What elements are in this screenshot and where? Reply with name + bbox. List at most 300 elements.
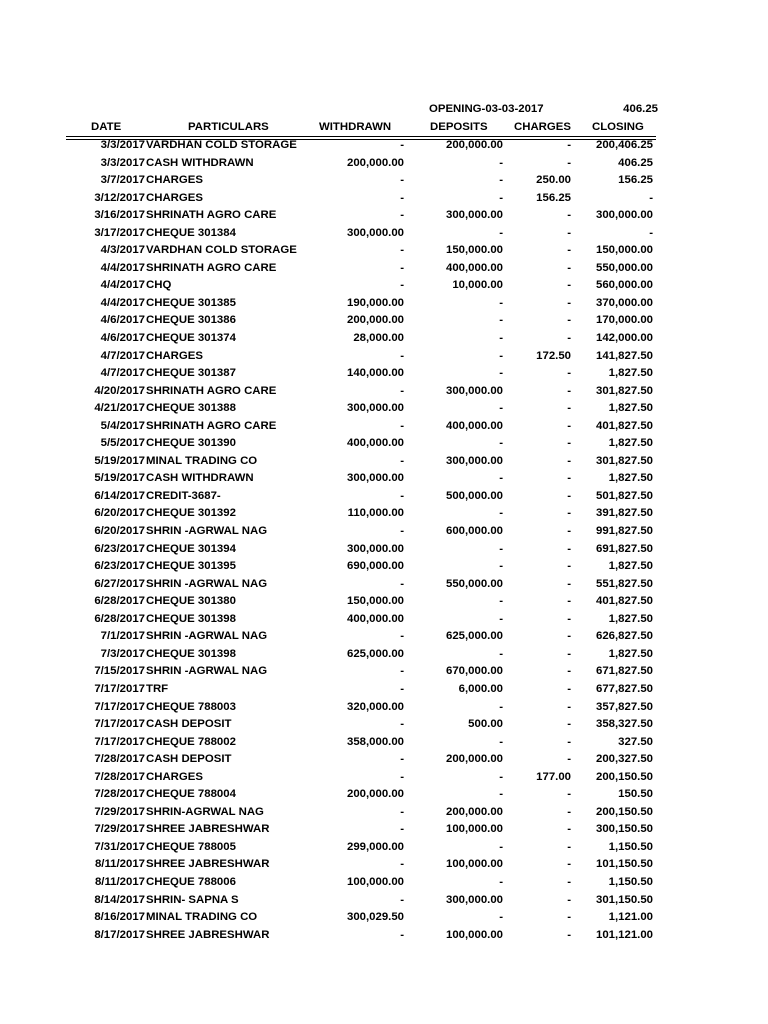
table-row [0, 646, 768, 664]
cell-date: 4/4/2017 [100, 261, 145, 274]
cell-date: 7/31/2017 [94, 840, 145, 853]
cell-date: 7/17/2017 [94, 682, 145, 695]
cell-charges: - [567, 682, 571, 695]
header-deposits: DEPOSITS [430, 121, 488, 133]
cell-date: 4/21/2017 [94, 402, 145, 415]
cell-particulars: CHEQUE 301384 [146, 226, 236, 239]
cell-deposits: - [499, 542, 503, 555]
cell-charges: - [567, 928, 571, 941]
cell-particulars: SHRIN -AGRWAL NAG [146, 630, 268, 643]
cell-date: 4/6/2017 [100, 314, 145, 327]
cell-deposits: - [499, 612, 503, 625]
cell-withdrawn: - [400, 349, 404, 362]
cell-withdrawn: - [400, 630, 404, 643]
cell-charges: - [567, 893, 571, 906]
cell-closing: 170,000.00 [595, 314, 653, 327]
table-row [0, 839, 768, 857]
cell-date: 7/1/2017 [100, 630, 145, 643]
cell-particulars: CREDIT-3687- [146, 489, 221, 502]
cell-deposits: 300,000.00 [445, 893, 503, 906]
cell-closing: 626,827.50 [595, 630, 653, 643]
cell-particulars: CHEQUE 301398 [146, 647, 236, 660]
cell-charges: - [567, 858, 571, 871]
cell-charges: - [567, 525, 571, 538]
table-row [0, 242, 768, 260]
table-row [0, 470, 768, 488]
table-row [0, 751, 768, 769]
table-row [0, 786, 768, 804]
cell-particulars: CHEQUE 301398 [146, 612, 236, 625]
table-row [0, 312, 768, 330]
table-row [0, 681, 768, 699]
cell-deposits: - [499, 472, 503, 485]
cell-charges: - [567, 911, 571, 924]
cell-withdrawn: - [400, 577, 404, 590]
cell-deposits: - [499, 314, 503, 327]
table-row [0, 277, 768, 295]
cell-date: 7/29/2017 [94, 805, 145, 818]
cell-closing: 1,827.50 [608, 612, 653, 625]
table-row [0, 260, 768, 278]
cell-deposits: 200,000.00 [445, 805, 503, 818]
cell-withdrawn: - [400, 261, 404, 274]
cell-deposits: 150,000.00 [445, 244, 503, 257]
cell-date: 7/28/2017 [94, 753, 145, 766]
opening-label: OPENING-03-03-2017 [429, 103, 544, 115]
cell-withdrawn: 320,000.00 [346, 700, 404, 713]
cell-charges: - [567, 753, 571, 766]
cell-charges: - [567, 665, 571, 678]
cell-date: 6/20/2017 [94, 525, 145, 538]
cell-date: 4/4/2017 [100, 296, 145, 309]
cell-date: 4/7/2017 [100, 367, 145, 380]
cell-charges: - [567, 805, 571, 818]
cell-closing: 391,827.50 [595, 507, 653, 520]
cell-particulars: CHARGES [146, 191, 203, 204]
cell-withdrawn: - [400, 753, 404, 766]
cell-closing: 101,121.00 [595, 928, 653, 941]
cell-charges: - [567, 840, 571, 853]
cell-particulars: CASH DEPOSIT [146, 753, 232, 766]
cell-date: 7/17/2017 [94, 718, 145, 731]
cell-deposits: - [499, 156, 503, 169]
cell-closing: 200,327.50 [595, 753, 653, 766]
cell-particulars: CHEQUE 301388 [146, 402, 236, 415]
cell-withdrawn: - [400, 244, 404, 257]
cell-date: 5/19/2017 [94, 454, 145, 467]
cell-withdrawn: - [400, 454, 404, 467]
cell-deposits: - [499, 437, 503, 450]
cell-deposits: 200,000.00 [445, 139, 503, 151]
cell-deposits: 300,000.00 [445, 384, 503, 397]
cell-closing: 141,827.50 [595, 349, 653, 362]
cell-deposits: - [499, 700, 503, 713]
cell-particulars: CASH WITHDRAWN [146, 472, 254, 485]
table-row [0, 435, 768, 453]
cell-particulars: CHQ [146, 279, 172, 292]
header-charges: CHARGES [514, 121, 571, 133]
cell-closing: 691,827.50 [595, 542, 653, 555]
cell-date: 5/19/2017 [94, 472, 145, 485]
cell-charges: - [567, 823, 571, 836]
cell-closing: 1,827.50 [608, 560, 653, 573]
cell-deposits: 670,000.00 [445, 665, 503, 678]
cell-particulars: CHEQUE 301394 [146, 542, 236, 555]
cell-particulars: SHRIN-AGRWAL NAG [146, 805, 264, 818]
cell-deposits: - [499, 174, 503, 187]
cell-withdrawn: - [400, 718, 404, 731]
cell-deposits: - [499, 595, 503, 608]
cell-particulars: SHREE JABRESHWAR [146, 928, 270, 941]
cell-date: 3/3/2017 [100, 156, 145, 169]
cell-particulars: CHARGES [146, 770, 203, 783]
cell-withdrawn: - [400, 893, 404, 906]
cell-deposits: - [499, 507, 503, 520]
cell-charges: - [567, 612, 571, 625]
cell-particulars: CHEQUE 301387 [146, 367, 236, 380]
cell-withdrawn: - [400, 665, 404, 678]
cell-deposits: 100,000.00 [445, 858, 503, 871]
cell-closing: 300,000.00 [595, 209, 653, 222]
cell-charges: - [567, 454, 571, 467]
cell-withdrawn: 300,000.00 [346, 226, 404, 239]
table-row [0, 541, 768, 559]
cell-charges: - [567, 630, 571, 643]
cell-withdrawn: 200,000.00 [346, 156, 404, 169]
cell-charges: - [567, 226, 571, 239]
cell-particulars: SHREE JABRESHWAR [146, 858, 270, 871]
cell-closing: 991,827.50 [595, 525, 653, 538]
cell-date: 8/17/2017 [94, 928, 145, 941]
cell-closing: - [649, 191, 653, 204]
cell-date: 8/16/2017 [94, 911, 145, 924]
cell-closing: 1,827.50 [608, 647, 653, 660]
cell-date: 6/20/2017 [94, 507, 145, 520]
cell-date: 4/20/2017 [94, 384, 145, 397]
cell-deposits: 625,000.00 [445, 630, 503, 643]
cell-charges: - [567, 296, 571, 309]
cell-closing: 301,150.50 [595, 893, 653, 906]
cell-withdrawn: 299,000.00 [346, 840, 404, 853]
cell-deposits: - [499, 296, 503, 309]
cell-closing: 560,000.00 [595, 279, 653, 292]
cell-date: 6/23/2017 [94, 542, 145, 555]
table-row [0, 927, 768, 945]
cell-withdrawn: - [400, 419, 404, 432]
cell-closing: 1,150.50 [608, 875, 653, 888]
cell-date: 3/12/2017 [94, 191, 145, 204]
opening-balance-line [0, 101, 768, 118]
cell-closing: 677,827.50 [595, 682, 653, 695]
cell-charges: - [567, 244, 571, 257]
cell-withdrawn: 200,000.00 [346, 788, 404, 801]
cell-charges: - [567, 314, 571, 327]
cell-closing: 357,827.50 [595, 700, 653, 713]
cell-withdrawn: 28,000.00 [353, 332, 404, 345]
cell-withdrawn: - [400, 384, 404, 397]
cell-charges: - [567, 507, 571, 520]
cell-particulars: CHARGES [146, 174, 203, 187]
cell-particulars: SHRINATH AGRO CARE [146, 384, 277, 397]
table-row [0, 383, 768, 401]
header-date: DATE [91, 121, 122, 133]
cell-closing: 301,827.50 [595, 454, 653, 467]
cell-date: 7/28/2017 [94, 770, 145, 783]
cell-withdrawn: 300,000.00 [346, 472, 404, 485]
cell-closing: 551,827.50 [595, 577, 653, 590]
table-row [0, 505, 768, 523]
cell-deposits: 500,000.00 [445, 489, 503, 502]
table-header [0, 119, 768, 136]
cell-charges: - [567, 384, 571, 397]
cell-closing: 200,150.50 [595, 770, 653, 783]
cell-particulars: CHEQUE 301395 [146, 560, 236, 573]
cell-deposits: - [499, 332, 503, 345]
cell-withdrawn: - [400, 805, 404, 818]
cell-deposits: - [499, 788, 503, 801]
transaction-table-body [0, 137, 768, 944]
cell-date: 7/3/2017 [100, 647, 145, 660]
cell-withdrawn: 140,000.00 [346, 367, 404, 380]
table-row [0, 295, 768, 313]
cell-charges: - [567, 156, 571, 169]
table-row [0, 892, 768, 910]
header-closing: CLOSING [592, 121, 644, 133]
cell-particulars: CHEQUE 301374 [146, 332, 236, 345]
cell-closing: 150.50 [618, 788, 653, 801]
cell-date: 3/3/2017 [100, 139, 145, 151]
cell-withdrawn: 300,000.00 [346, 402, 404, 415]
cell-particulars: CHEQUE 788005 [146, 840, 236, 853]
table-row [0, 663, 768, 681]
cell-particulars: CHEQUE 301386 [146, 314, 236, 327]
table-row [0, 716, 768, 734]
cell-closing: 156.25 [618, 174, 653, 187]
cell-withdrawn: 190,000.00 [346, 296, 404, 309]
cell-particulars: CASH DEPOSIT [146, 718, 232, 731]
cell-particulars: SHRIN -AGRWAL NAG [146, 577, 268, 590]
header-withdrawn: WITHDRAWN [319, 121, 392, 133]
cell-withdrawn: - [400, 209, 404, 222]
cell-date: 7/15/2017 [94, 665, 145, 678]
cell-date: 7/28/2017 [94, 788, 145, 801]
cell-charges: - [567, 560, 571, 573]
cell-deposits: - [499, 735, 503, 748]
table-row [0, 576, 768, 594]
cell-date: 6/27/2017 [94, 577, 145, 590]
cell-closing: 1,827.50 [608, 472, 653, 485]
cell-particulars: SHREE JABRESHWAR [146, 823, 270, 836]
cell-closing: 401,827.50 [595, 419, 653, 432]
cell-withdrawn: - [400, 279, 404, 292]
table-row [0, 453, 768, 471]
cell-charges: - [567, 735, 571, 748]
cell-withdrawn: 300,000.00 [346, 542, 404, 555]
cell-charges: - [567, 139, 571, 151]
cell-closing: 327.50 [618, 735, 653, 748]
header-particulars: PARTICULARS [188, 121, 269, 133]
cell-particulars: CHARGES [146, 349, 203, 362]
cell-date: 7/29/2017 [94, 823, 145, 836]
cell-deposits: - [499, 191, 503, 204]
cell-charges: - [567, 700, 571, 713]
table-row [0, 330, 768, 348]
cell-date: 7/17/2017 [94, 735, 145, 748]
cell-particulars: SHRIN -AGRWAL NAG [146, 525, 268, 538]
cell-charges: - [567, 595, 571, 608]
cell-deposits: - [499, 560, 503, 573]
cell-charges: - [567, 279, 571, 292]
table-row [0, 628, 768, 646]
cell-particulars: CHEQUE 788006 [146, 875, 236, 888]
table-row [0, 523, 768, 541]
cell-withdrawn: - [400, 823, 404, 836]
cell-charges: - [567, 489, 571, 502]
cell-deposits: 400,000.00 [445, 419, 503, 432]
table-row [0, 874, 768, 892]
cell-particulars: VARDHAN COLD STORAGE [146, 139, 297, 151]
cell-closing: 1,150.50 [608, 840, 653, 853]
cell-closing: 671,827.50 [595, 665, 653, 678]
cell-deposits: 300,000.00 [445, 454, 503, 467]
cell-closing: 101,150.50 [595, 858, 653, 871]
cell-date: 6/23/2017 [94, 560, 145, 573]
cell-charges: - [567, 209, 571, 222]
cell-deposits: - [499, 367, 503, 380]
cell-date: 7/17/2017 [94, 700, 145, 713]
table-row [0, 155, 768, 173]
cell-withdrawn: 400,000.00 [346, 612, 404, 625]
cell-particulars: CHEQUE 301392 [146, 507, 236, 520]
cell-deposits: 500.00 [468, 718, 503, 731]
cell-closing: 300,150.50 [595, 823, 653, 836]
table-row [0, 207, 768, 225]
cell-date: 8/14/2017 [94, 893, 145, 906]
table-row [0, 804, 768, 822]
cell-closing: 142,000.00 [595, 332, 653, 345]
cell-charges: - [567, 875, 571, 888]
cell-closing: 200,406.25 [595, 139, 653, 151]
cell-deposits: 6,000.00 [458, 682, 503, 695]
cell-deposits: - [499, 226, 503, 239]
cell-date: 4/7/2017 [100, 349, 145, 362]
cell-date: 4/6/2017 [100, 332, 145, 345]
cell-date: 8/11/2017 [94, 858, 145, 871]
cell-withdrawn: - [400, 682, 404, 695]
cell-deposits: - [499, 647, 503, 660]
cell-particulars: SHRIN -AGRWAL NAG [146, 665, 268, 678]
cell-charges: - [567, 437, 571, 450]
table-row [0, 137, 768, 155]
cell-charges: 172.50 [536, 349, 571, 362]
cell-date: 6/28/2017 [94, 612, 145, 625]
cell-withdrawn: 200,000.00 [346, 314, 404, 327]
cell-withdrawn: 690,000.00 [346, 560, 404, 573]
table-row [0, 909, 768, 927]
cell-date: 3/17/2017 [94, 226, 145, 239]
cell-charges: - [567, 472, 571, 485]
cell-particulars: CHEQUE 788004 [146, 788, 236, 801]
cell-charges: - [567, 261, 571, 274]
cell-closing: 370,000.00 [595, 296, 653, 309]
table-row [0, 856, 768, 874]
cell-closing: 501,827.50 [595, 489, 653, 502]
cell-closing: 301,827.50 [595, 384, 653, 397]
table-row [0, 225, 768, 243]
cell-withdrawn: - [400, 174, 404, 187]
cell-deposits: - [499, 349, 503, 362]
cell-date: 3/16/2017 [94, 209, 145, 222]
cell-deposits: 100,000.00 [445, 928, 503, 941]
cell-closing: 358,327.50 [595, 718, 653, 731]
table-row [0, 611, 768, 629]
cell-closing: 550,000.00 [595, 261, 653, 274]
cell-date: 4/3/2017 [100, 244, 145, 257]
table-row [0, 418, 768, 436]
cell-particulars: TRF [146, 682, 169, 695]
cell-particulars: MINAL TRADING CO [146, 454, 258, 467]
cell-closing: 1,827.50 [608, 402, 653, 415]
table-row [0, 488, 768, 506]
cell-deposits: - [499, 875, 503, 888]
cell-withdrawn: 625,000.00 [346, 647, 404, 660]
cell-charges: - [567, 577, 571, 590]
cell-deposits: 10,000.00 [452, 279, 503, 292]
cell-particulars: CHEQUE 301390 [146, 437, 236, 450]
cell-charges: 250.00 [536, 174, 571, 187]
cell-closing: 150,000.00 [595, 244, 653, 257]
cell-withdrawn: - [400, 139, 404, 151]
cell-particulars: MINAL TRADING CO [146, 911, 258, 924]
cell-charges: - [567, 332, 571, 345]
cell-charges: - [567, 402, 571, 415]
cell-closing: 1,827.50 [608, 367, 653, 380]
cell-date: 6/14/2017 [94, 489, 145, 502]
cell-charges: 177.00 [536, 770, 571, 783]
cell-particulars: SHRIN- SAPNA S [146, 893, 239, 906]
cell-withdrawn: 100,000.00 [346, 875, 404, 888]
cell-closing: 1,121.00 [608, 911, 653, 924]
cell-charges: - [567, 718, 571, 731]
cell-deposits: 550,000.00 [445, 577, 503, 590]
cell-withdrawn: - [400, 489, 404, 502]
cell-particulars: CASH WITHDRAWN [146, 156, 254, 169]
cell-date: 4/4/2017 [100, 279, 145, 292]
cell-deposits: 300,000.00 [445, 209, 503, 222]
table-row [0, 699, 768, 717]
cell-charges: - [567, 419, 571, 432]
cell-particulars: CHEQUE 301385 [146, 296, 236, 309]
cell-withdrawn: - [400, 928, 404, 941]
cell-charges: - [567, 647, 571, 660]
cell-deposits: 600,000.00 [445, 525, 503, 538]
table-row [0, 190, 768, 208]
cell-particulars: VARDHAN COLD STORAGE [146, 244, 297, 257]
cell-deposits: - [499, 840, 503, 853]
cell-closing: 406.25 [618, 156, 653, 169]
table-row [0, 558, 768, 576]
table-row [0, 593, 768, 611]
cell-closing: - [649, 226, 653, 239]
table-row [0, 400, 768, 418]
cell-withdrawn: 150,000.00 [346, 595, 404, 608]
cell-withdrawn: - [400, 191, 404, 204]
table-row [0, 734, 768, 752]
cell-closing: 401,827.50 [595, 595, 653, 608]
cell-charges: - [567, 788, 571, 801]
table-row [0, 172, 768, 190]
cell-date: 5/4/2017 [100, 419, 145, 432]
